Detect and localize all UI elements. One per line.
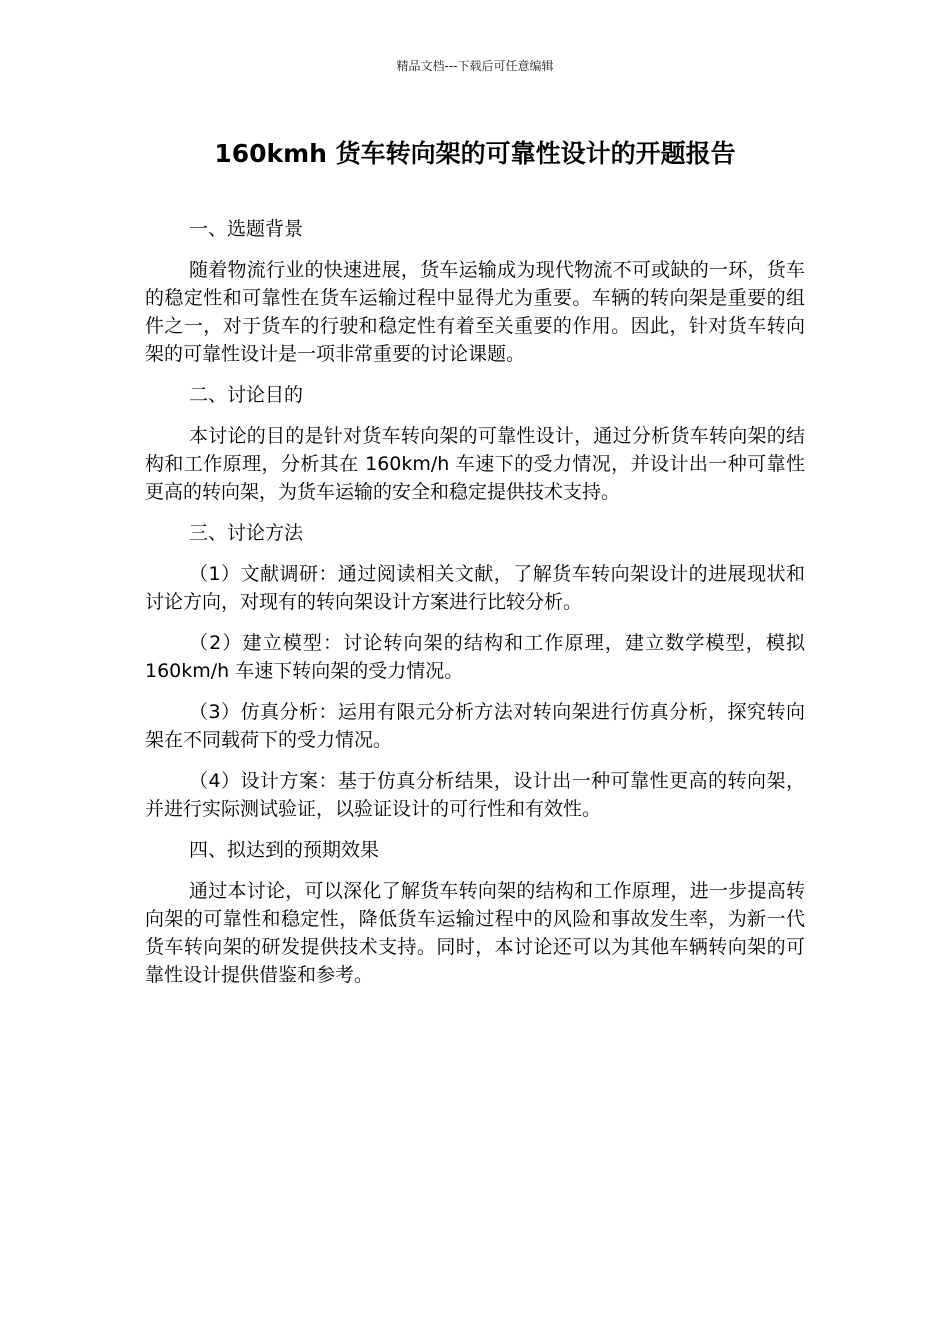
- section-heading-background: 一、选题背景: [189, 218, 304, 240]
- document-body: [145, 215, 805, 1002]
- method-item-literature: （1）文献调研：通过阅读相关文献，了解货车转向架设计的进展现状和讨论方向，对现有的转向架设计方案进行比较分析。: [145, 563, 805, 613]
- header-note: 精品文档---下载后可任意编辑: [396, 59, 554, 73]
- method-item-modeling: （2）建立模型：讨论转向架的结构和工作原理，建立数学模型，模拟 160km/h 车速下转向架的受力情况。: [145, 632, 805, 682]
- document-title: 160kmh 货车转向架的可靠性设计的开题报告: [214, 139, 736, 168]
- section-text-purpose: 本讨论的目的是针对货车转向架的可靠性设计，通过分析货车转向架的结构和工作原理，分析其在 160km/h 车速下的受力情况，并设计出一种可靠性更高的转向架，为货车运输的安全和稳定提供技术支持。: [145, 425, 805, 503]
- method-item-design: （4）设计方案：基于仿真分析结果，设计出一种可靠性更高的转向架，并进行实际测试验证，以验证设计的可行性和有效性。: [145, 770, 805, 820]
- section-text-effects: 通过本讨论，可以深化了解货车转向架的结构和工作原理，进一步提高转向架的可靠性和稳定性，降低货车运输过程中的风险和事故发生率，为新一代货车转向架的研发提供技术支持。同时，本讨论还可以为其他车辆转向架的可靠性设计提供借鉴和参考。: [145, 880, 805, 986]
- section-heading-methods: 三、讨论方法: [189, 522, 304, 544]
- method-item-simulation: （3）仿真分析：运用有限元分析方法对转向架进行仿真分析，探究转向架在不同载荷下的受力情况。: [145, 701, 805, 751]
- section-text-background: 随着物流行业的快速进展，货车运输成为现代物流不可或缺的一环，货车的稳定性和可靠性在货车运输过程中显得尤为重要。车辆的转向架是重要的组件之一，对于货车的行驶和稳定性有着至关重要的作用。因此，针对货车转向架的可靠性设计是一项非常重要的讨论课题。: [145, 259, 805, 365]
- section-heading-purpose: 二、讨论目的: [189, 384, 304, 406]
- section-heading-effects: 四、拟达到的预期效果: [189, 839, 380, 861]
